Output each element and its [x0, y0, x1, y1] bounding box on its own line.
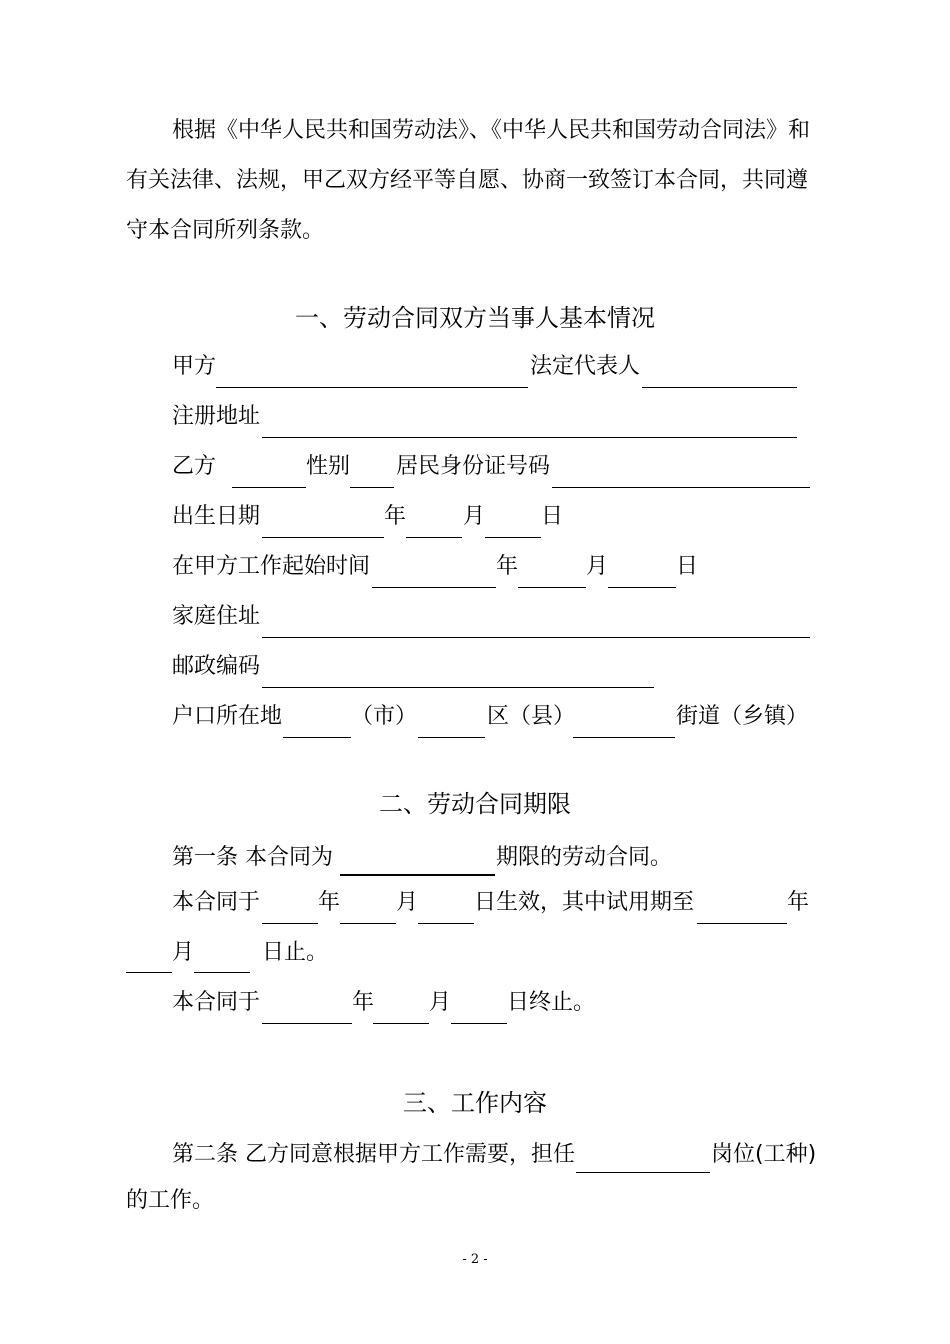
home-address-label: 家庭住址	[172, 604, 261, 629]
termination-month-field[interactable]	[373, 1023, 429, 1024]
gender-label: 性别	[306, 454, 351, 479]
party-a-field[interactable]	[216, 387, 528, 388]
probation-day-field[interactable]	[194, 972, 250, 973]
start-year-field[interactable]	[372, 587, 496, 588]
probation-year-unit: 年	[787, 890, 810, 915]
effective-prefix: 本合同于	[172, 890, 261, 915]
start-month-unit: 月	[586, 554, 609, 579]
birth-date-label: 出生日期	[172, 504, 261, 529]
article-2-prefix: 第二条 乙方同意根据甲方工作需要，担任	[172, 1142, 575, 1167]
probation-end: 日止。	[262, 940, 329, 965]
city-unit: （市）	[351, 704, 418, 729]
page-number: - 2 -	[462, 1252, 488, 1267]
district-unit: 区（县）	[487, 704, 576, 729]
intro-line-3: 守本合同所列条款。	[126, 218, 325, 243]
start-day-unit: 日	[676, 554, 699, 579]
id-number-field[interactable]	[552, 487, 810, 488]
article-2-position-unit: 岗位(工种)	[711, 1142, 817, 1167]
intro-line-1: 根据《中华人民共和国劳动法》、《中华人民共和国劳动合同法》和	[172, 118, 811, 143]
home-address-field[interactable]	[262, 637, 810, 638]
probation-month-field[interactable]	[126, 972, 172, 973]
street-unit: 街道（乡镇）	[676, 704, 809, 729]
probation-year-field[interactable]	[697, 923, 787, 924]
effective-year-field[interactable]	[262, 923, 318, 924]
probation-month-unit: 月	[172, 940, 195, 965]
id-number-label: 居民身份证号码	[396, 454, 551, 479]
effective-month-field[interactable]	[340, 923, 396, 924]
postal-code-field[interactable]	[262, 687, 654, 688]
position-field[interactable]	[576, 1172, 710, 1173]
hukou-district-field[interactable]	[418, 737, 485, 738]
birth-year-field[interactable]	[262, 537, 384, 538]
gender-field[interactable]	[350, 487, 394, 488]
termination-month-unit: 月	[429, 990, 452, 1015]
start-year-unit: 年	[496, 554, 519, 579]
termination-year-unit: 年	[352, 990, 375, 1015]
hukou-city-field[interactable]	[283, 737, 351, 738]
postal-code-label: 邮政编码	[172, 654, 261, 679]
termination-year-field[interactable]	[262, 1023, 352, 1024]
start-month-field[interactable]	[518, 587, 586, 588]
effective-mid: 日生效，其中试用期至	[474, 890, 695, 915]
reg-address-field[interactable]	[262, 437, 797, 438]
termination-end: 日终止。	[507, 990, 596, 1015]
article-1-prefix: 第一条 本合同为	[172, 845, 333, 870]
article-1-suffix: 期限的劳动合同。	[496, 845, 673, 870]
section-3-title: 三、工作内容	[403, 1089, 547, 1117]
termination-day-field[interactable]	[451, 1023, 507, 1024]
effective-year-unit: 年	[318, 890, 341, 915]
party-b-label: 乙方	[172, 454, 217, 479]
section-1-title: 一、劳动合同双方当事人基本情况	[295, 304, 655, 332]
hukou-street-field[interactable]	[573, 737, 675, 738]
legal-rep-field[interactable]	[642, 387, 797, 388]
birth-month-field[interactable]	[406, 537, 462, 538]
legal-rep-label: 法定代表人	[530, 354, 641, 379]
effective-month-unit: 月	[396, 890, 419, 915]
intro-line-2: 有关法律、法规，甲乙双方经平等自愿、协商一致签订本合同，共同遵	[126, 168, 809, 193]
birth-month-unit: 月	[463, 504, 486, 529]
article-2-suffix: 的工作。	[126, 1188, 215, 1213]
party-b-field[interactable]	[232, 487, 306, 488]
effective-day-field[interactable]	[418, 923, 474, 924]
start-time-label: 在甲方工作起始时间	[172, 554, 371, 579]
termination-prefix: 本合同于	[172, 990, 261, 1015]
reg-address-label: 注册地址	[172, 404, 261, 429]
birth-day-unit: 日	[541, 504, 564, 529]
start-day-field[interactable]	[608, 587, 676, 588]
birth-day-field[interactable]	[485, 537, 541, 538]
birth-year-unit: 年	[384, 504, 407, 529]
hukou-label: 户口所在地	[172, 704, 283, 729]
section-2-title: 二、劳动合同期限	[379, 790, 571, 818]
party-a-label: 甲方	[172, 354, 217, 379]
contract-term-type-field[interactable]	[340, 874, 495, 876]
